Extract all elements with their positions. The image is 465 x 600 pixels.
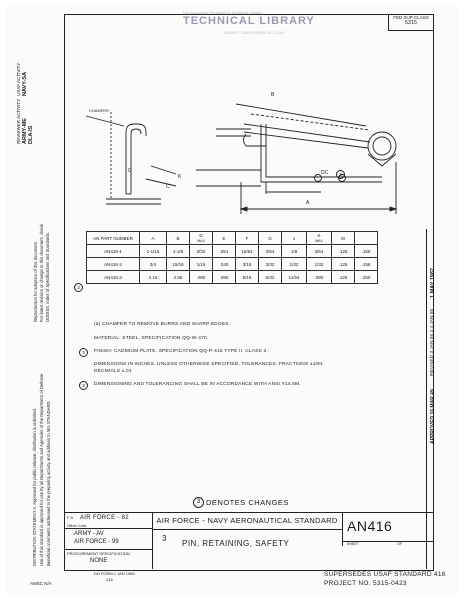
parts-table: [86, 231, 378, 284]
label-k: K: [178, 174, 182, 180]
cell: .156: [355, 258, 378, 271]
proc-spec-label: PROCUREMENT SPECIFICATION: [67, 551, 130, 556]
note-decimals: DECIMALS ±.01: [94, 369, 132, 374]
sheet-label: SHEET: [347, 542, 359, 546]
side-view-inner: [131, 129, 141, 194]
table-row: [87, 258, 378, 271]
of-label: OF: [397, 542, 402, 546]
note-material: MATERIAL: STEEL, SPECIFICATION QQ-W-470.: [94, 336, 209, 341]
cell: .080: [213, 271, 236, 284]
coil-outer: [368, 132, 396, 160]
note-tolerancing-marker: 3: [79, 381, 88, 390]
cell: 1/8: [282, 245, 307, 258]
cell: .080: [190, 271, 213, 284]
table-header-row: [87, 232, 378, 245]
margin-notice-3: DODISS, Index of Specifications and Standards.: [45, 232, 50, 322]
cell: AN416-3: [87, 271, 140, 284]
note-finish-marker: 3: [79, 348, 88, 357]
header-blank: [355, 232, 378, 245]
cell: .125: [332, 245, 355, 258]
margin-activity-3: REVIEWER ACTIVITY: [16, 98, 21, 144]
header-e: E: [213, 232, 236, 245]
cell: .040: [213, 258, 236, 271]
part-title: PIN, RETAINING, SAFETY: [182, 539, 290, 548]
note-dimensions: DIMENSIONS IN INCHES. UNLESS OTHERWISE SPECIFIED, TOLERANCES: FRACTIONS ±1/64: [94, 362, 323, 367]
cell: 1/32: [307, 258, 332, 271]
cell: .125: [332, 258, 355, 271]
header-d: D MAX: [190, 232, 213, 245]
note-finish: FINISH: CADMIUM PLATE, SPECIFICATION QQ-P-416 TYPE II, CLASS 3.: [94, 349, 268, 354]
standard-header: AIR FORCE - NAVY AERONAUTICAL STANDARD: [152, 512, 342, 530]
air-force-99: AIR FORCE - 99: [74, 539, 119, 545]
header-f: F: [236, 232, 259, 245]
pin-upper-arm: [244, 124, 370, 142]
denotes-changes-marker: 3: [193, 497, 204, 508]
cell: 3/64: [259, 245, 282, 258]
label-a: A: [306, 200, 310, 206]
header-k: K MAX: [307, 232, 332, 245]
margin-activity-5: DLA-IS: [28, 125, 34, 144]
watermark-site: ABBOTTAEROSPACE.COM: [224, 30, 285, 35]
cell: 15/16: [167, 258, 190, 271]
cell: 1/32: [282, 258, 307, 271]
cell: 15/64: [236, 245, 259, 258]
watermark-title: TECHNICAL LIBRARY: [183, 15, 315, 27]
revised-dates: REVISED 3 JAN 55 3 4 JAN 85: [430, 308, 435, 376]
cell: .125: [332, 271, 355, 284]
cell: 3/32: [190, 245, 213, 258]
margin-activity-1: USAF ACTIVITY: [16, 62, 21, 96]
fed-sup-class-value: 5315: [404, 20, 418, 26]
header-g: G: [259, 232, 282, 245]
approved-date: APPROVED 16 MAR 49: [430, 389, 436, 444]
title-block-left: [64, 512, 153, 569]
coil-inner: [373, 137, 391, 155]
header-m: M: [332, 232, 355, 245]
cell: 1-1/16: [140, 245, 167, 258]
cell: .051: [213, 245, 236, 258]
table-row: [87, 245, 378, 258]
cell: 2.15: [140, 271, 167, 284]
dd-form-number: 416: [106, 577, 113, 582]
table-row: [87, 271, 378, 284]
dd-form-label: DD FORM 1 JAN 1960: [94, 571, 135, 576]
rev-mark: 3: [162, 534, 167, 543]
cell: 3/64: [307, 245, 332, 258]
distribution-line-3: Beneficial comments addressed to the preparing activity and address to MIL STANDARD: [46, 401, 51, 566]
distribution-line-2: Use of this standard is approved for use by all Departments and Agencies of the Department of Defense: [39, 373, 44, 566]
label-g: G: [128, 168, 132, 174]
label-dc: DC: [321, 170, 329, 176]
margin-notice-1: Reproduction for adoption of this document: [33, 241, 38, 322]
margin-activity-2: NAVY-SA: [22, 71, 28, 96]
label-c: C: [166, 184, 170, 190]
note-chamfer: (a) CHAMFER TO REMOVE BURRS AND SHARP EDGES.: [94, 322, 231, 327]
drawing-sheet: [6, 4, 458, 596]
cell: AN416-2: [87, 258, 140, 271]
project-number: PROJECT NO. 5315-0423: [324, 580, 407, 587]
cell: AN416-1: [87, 245, 140, 258]
fed-sup-class-label: FED SUP CLASS: [393, 15, 429, 20]
number-box: [342, 512, 433, 546]
row-3-change-marker: 3: [74, 283, 83, 292]
label-b: B: [271, 92, 275, 98]
cell: 5/16: [236, 271, 259, 284]
cell: 3/4: [140, 258, 167, 271]
note-3-marker-drawing: 3: [336, 170, 345, 179]
denotes-changes-text: DENOTES CHANGES: [206, 498, 289, 507]
cell: 3/16: [236, 258, 259, 271]
issue-date: 1 MAY 1987: [430, 268, 436, 298]
standard-number: AN416: [347, 518, 393, 534]
pin-drawing: [66, 74, 426, 234]
header-b: B: [167, 232, 190, 245]
cell: .156: [355, 245, 378, 258]
header-part-number: AN PART NUMBER: [87, 232, 140, 245]
cell: .080: [307, 271, 332, 284]
margin-notice-2: For latest revision or change to this document, check: [39, 224, 44, 322]
supersedes-text: SUPERSEDES USAF STANDARD 416: [324, 571, 446, 578]
margin-activity-4: ARMY-ME: [22, 118, 28, 144]
cell: .250: [355, 271, 378, 284]
cell: 1/16: [190, 258, 213, 271]
header-a: A: [140, 232, 167, 245]
distribution-statement: DISTRIBUTION STATEMENT A. Approved for public release; distribution is unlimited.: [32, 407, 37, 566]
amsc-label: AMSC N/A: [30, 581, 52, 586]
dimension-line-b: [236, 104, 366, 126]
cell: 5/32: [259, 271, 282, 284]
cell: 2.65: [167, 271, 190, 284]
cell: 1-1/8: [167, 245, 190, 258]
army-av: ARMY - AV: [74, 531, 104, 537]
watermark-line: The Document Provided by Technical Library: [182, 10, 262, 15]
label-chamfer: CHAMFER: [89, 108, 109, 113]
other-cust-label: Other Cust: [67, 523, 87, 528]
side-view-outline: [126, 124, 146, 194]
fed-sup-class-box: [388, 14, 433, 31]
cell: 3/32: [259, 258, 282, 271]
cell: 11/64: [282, 271, 307, 284]
fa-label: F A: [67, 515, 74, 520]
fa-value: AIR FORCE - 82: [80, 515, 129, 521]
header-j: J: [282, 232, 307, 245]
proc-spec-value: NONE: [90, 558, 108, 564]
note-tolerancing: DIMENSIONING AND TOLERANCING SHALL BE IN ACCORDANCE WITH ANSI Y14.5M.: [94, 382, 301, 387]
